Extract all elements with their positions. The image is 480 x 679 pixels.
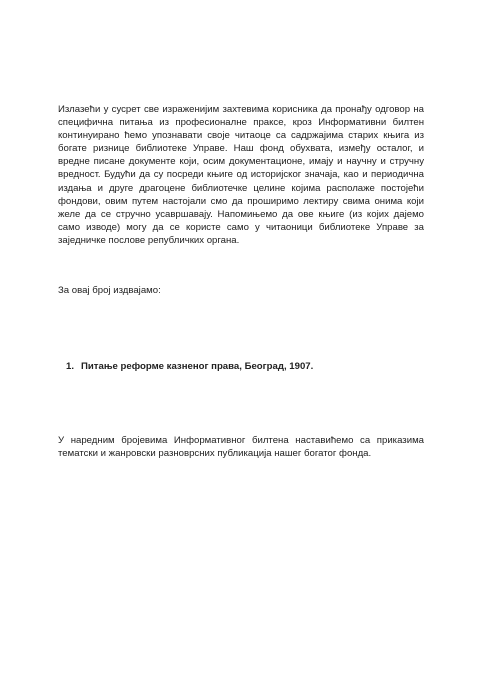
featured-list	[66, 360, 426, 373]
lead-text: За овај број издвајамо:	[58, 285, 161, 296]
featured-item-title: Питање реформе казненог права, Београд, 1907.	[81, 361, 314, 372]
featured-item	[66, 360, 426, 373]
intro-paragraph: Излазећи у сусрет све израженијим захтевима корисника да пронађу одговор на специфична питања из професионалне праксе, кроз Информативни билтен континуирано ћемо упознавати своје читаоце са садржајима старих књига из богате ризнице библиотеке Управе. Наш фонд обухвата, између осталог, и вредне писане документе који, осим документационе, имају и научну и стручну вредност. Будући да су посреди књиге од историјског значаја, као и периодична издања и друге драгоцене библиотечке целине којима располаже постојећи фондови, овим путем настојали смо да проширимо лектиру свима онима који желе да се стручно усавршавају. Напомињемо да ове књиге (из којих дајемо само изводе) могу да се користе само у читаоници библиотеке Управе за заједничке послове републичких органа.	[58, 104, 424, 246]
featured-item-number: 1.	[66, 361, 75, 372]
closing-paragraph: У наредним бројевима Информативног билтена наставићемо са приказима тематски и жанровски разноврсних публикација нашег богатог фонда.	[58, 435, 424, 460]
